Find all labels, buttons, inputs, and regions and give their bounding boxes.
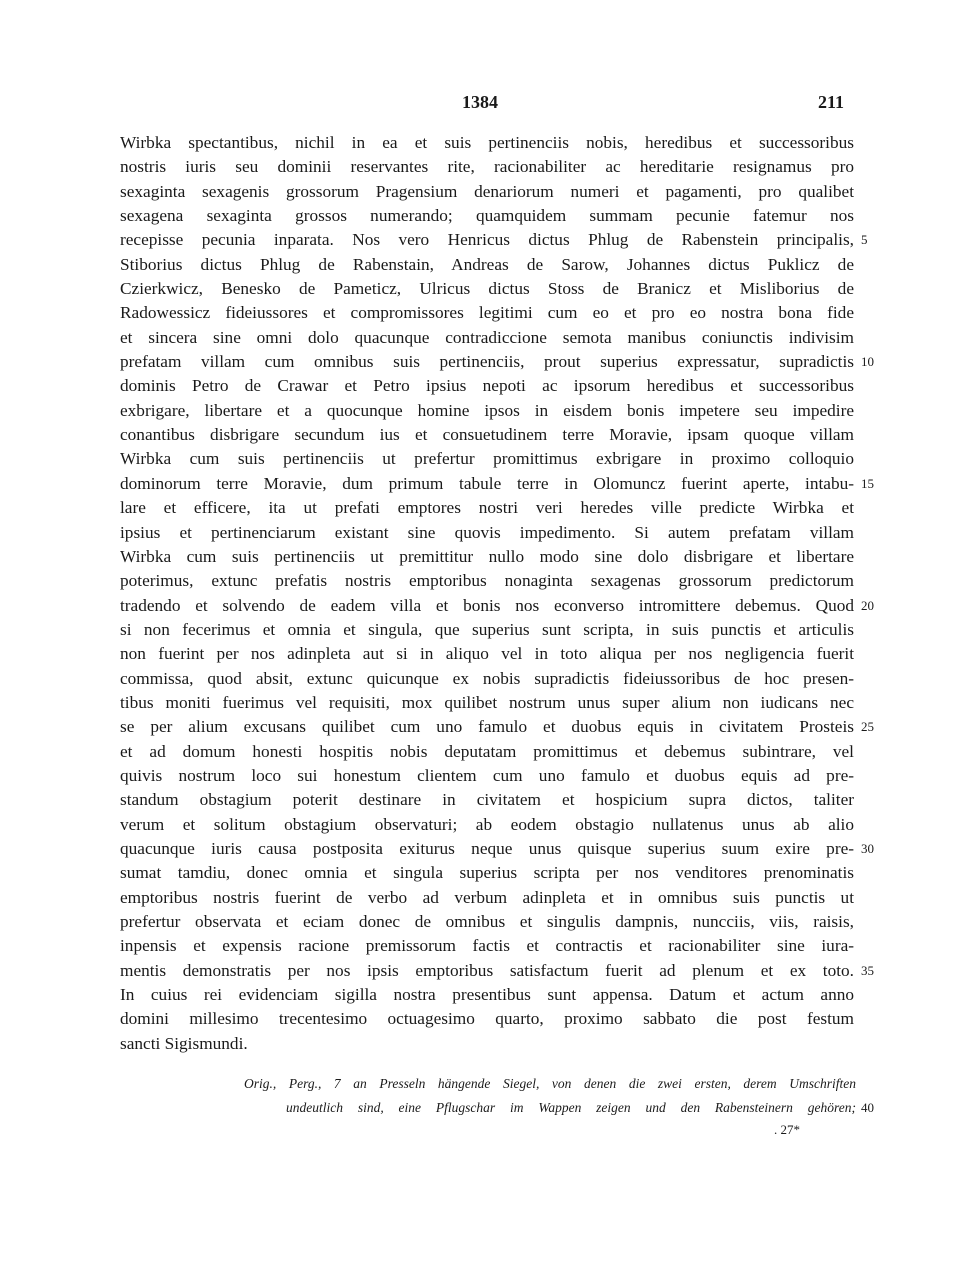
text-line: verum et solitum obstagium observaturi; ab eodem obstagio nullatenus unus ab alio: [120, 814, 854, 834]
footnote-line: Orig., Perg., 7 an Presseln hängende Siegel, von denen die zwei ersten, derem Umschriften: [244, 1076, 856, 1091]
text-line: sancti Sigismundi.: [120, 1033, 248, 1053]
text-line: et ad domum honesti hospitis nobis deputatam promittimus et debemus subintrare, vel: [120, 741, 854, 761]
text-line: standum obstagium poterit destinare in civitatem et hospicium supra dictos, taliter: [120, 790, 854, 810]
page-number: 211: [818, 92, 845, 112]
text-line: Wirbka cum suis pertinenciis ut premittitur nullo modo sine dolo disbrigare et libertare: [120, 546, 854, 566]
text-line: sexagena sexaginta grossos numerando; quamquidem summam pecunie fatemur nos: [120, 206, 854, 226]
text-line: sexaginta sexagenis grossorum Pragensium denariorum numeri et pagamenti, pro qualibet: [120, 181, 854, 201]
text-line: Wirbka cum suis pertinenciis ut prefertur promittimus exbrigare in proximo colloquio: [120, 449, 854, 469]
footnote-line: undeutlich sind, eine Pflugschar im Wappen zeigen und den Rabensteinern gehören;: [286, 1100, 856, 1115]
document-body: [120, 131, 854, 1056]
text-line: inpensis et expensis racione premissorum factis et contractis et racionabiliter sine iura-: [120, 936, 854, 956]
text-line: Stiborius dictus Phlug de Rabenstain, Andreas de Sarow, Johannes dictus Puklicz de: [120, 254, 854, 274]
text-line: domini millesimo trecentesimo octuagesimo quarto, proximo sabbato die post festum: [120, 1009, 854, 1029]
text-line: ipsius et pertinenciarum existant sine quovis impedimento. Si autem prefatam villam: [120, 522, 854, 542]
text-line: mentis demonstratis per nos ipsis emptoribus satisfactum fuerit ad plenum et ex toto.: [120, 960, 854, 980]
text-line: non fuerint per nos adinpleta aut si in aliquo vel in toto aliqua per nos negligencia fuerit: [120, 644, 854, 664]
text-line: exbrigare, libertare et a quocunque homine ipsos in eisdem bonis impetere seu impedire: [120, 400, 854, 420]
page-header-year: 1384: [462, 92, 498, 112]
text-line: prefertur observata et eciam donec de omnibus et singulis dampnis, nuncciis, viis, raisis,: [120, 912, 854, 931]
margin-line-number: 35: [861, 962, 874, 978]
text-line: dominorum terre Moravie, dum primum tabule terre in Olomuncz fuerint aperte, intabu-: [120, 473, 854, 493]
footnote: [244, 1072, 856, 1120]
text-line: emptoribus nostris fuerint de verbo ad verbum adinpleta et in omnibus suis punctis ut: [120, 887, 854, 907]
text-line: poterimus, extunc prefatis nostris emptoribus nonaginta sexagenas grossorum predictorum: [120, 571, 854, 591]
text-line: quacunque iuris causa postposita exiturus neque unus quisque superius suum exire pre-: [120, 838, 854, 858]
text-line: nostris iuris seu dominii reservantes rite, racionabiliter ac hereditarie resignamus pro: [120, 157, 854, 177]
margin-line-number: 40: [861, 1100, 874, 1115]
text-line: sumat tamdiu, donec omnia et singula superius scripta per nos venditores prenominatis: [120, 863, 854, 883]
margin-line-number: 25: [861, 719, 874, 735]
margin-line-number: 20: [861, 597, 874, 613]
text-line: commissa, quod absit, extunc quicunque ex nobis supradictis fideiussoribus de hoc presen-: [120, 668, 854, 688]
margin-line-number: 10: [861, 354, 874, 370]
text-line: In cuius rei evidenciam sigilla nostra presentibus sunt appensa. Datum et actum anno: [120, 985, 854, 1005]
text-line: tibus moniti fuerimus vel requisiti, mox quilibet nostrum unus super alium non iudicans nec: [120, 692, 854, 712]
signature-mark: . 27*: [774, 1122, 800, 1137]
text-line: lare et efficere, ita ut prefati emptores nostri veri heredes ville predicte Wirbka et: [120, 498, 854, 518]
text-line: Wirbka spectantibus, nichil in ea et suis pertinenciis nobis, heredibus et successoribus: [120, 133, 854, 152]
margin-line-number: 30: [861, 841, 874, 857]
text-line: prefatam villam cum omnibus suis pertinenciis, prout superius expressatur, supradictis: [120, 352, 854, 372]
margin-line-number: 5: [861, 232, 868, 248]
text-line: quivis nostrum loco sui honestum clientem cum uno famulo et duobus equis ad pre-: [120, 765, 854, 785]
text-line: si non fecerimus et omnia et singula, que superius sunt scripta, in suis punctis et articulis: [120, 619, 854, 639]
margin-line-number: 15: [861, 475, 874, 491]
text-line: dominis Petro de Crawar et Petro ipsius nepoti ac ipsorum heredibus et successoribus: [120, 376, 854, 396]
text-line: se per alium excusans quilibet cum uno famulo et duobus equis in civitatem Prosteis: [120, 717, 854, 737]
text-line: tradendo et solvendo de eadem villa et bonis nos econverso intromittere debemus. Quod: [120, 595, 854, 615]
text-line: Radowessicz fideiussores et compromissores legitimi cum eo et pro eo nostra bona fide: [120, 303, 854, 323]
text-line: conantibus disbrigare secundum ius et consuetudinem terre Moravie, ipsam quoque villam: [120, 425, 854, 445]
text-line: et sincera sine omni dolo quacunque contradiccione semota manibus coniunctis indivisim: [120, 327, 854, 347]
text-line: recepisse pecunia inparata. Nos vero Henricus dictus Phlug de Rabenstein principalis,: [120, 230, 854, 250]
text-line: Czierkwicz, Benesko de Pameticz, Ulricus dictus Stoss de Branicz et Misliborius de: [120, 279, 854, 299]
